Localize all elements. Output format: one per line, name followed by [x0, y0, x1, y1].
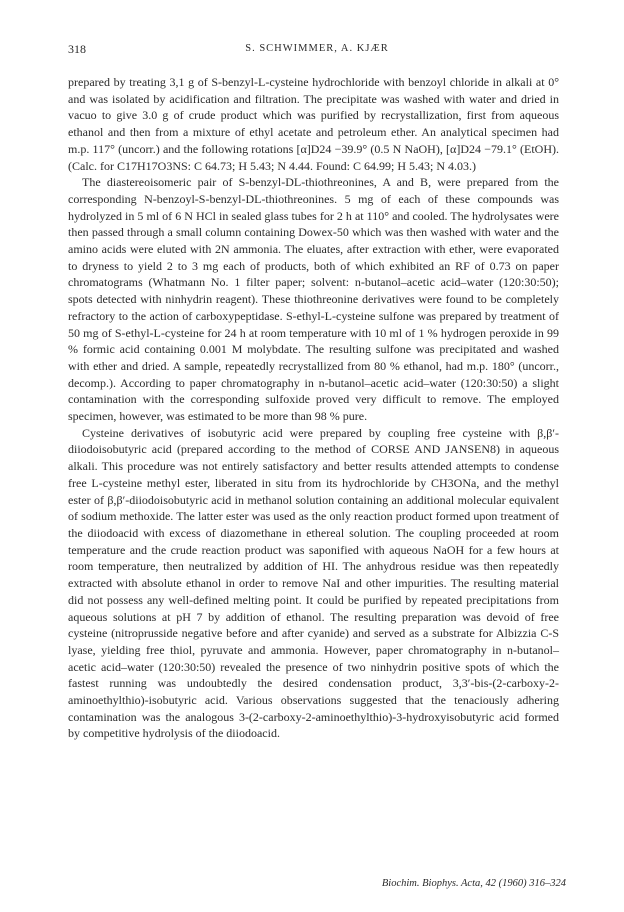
paragraph-thiothreonines: The diastereoisomeric pair of S-benzyl-DL-thiothreonines, A and B, were prepared from the corresponding N-benzoyl-S-benzyl-DL-thiothreonines. 5 mg of each of these compounds was hydrolyzed in 5 ml of 6 N HCl in sealed glass tubes for 2 h at 110° and cooled. The hydrolysates were then passed through a small column containing Dowex-50 which was then washed with water and the amino acids were eluted with 2N ammonia. The eluates, after extraction with ether, were evaporated to dryness to yield 2 to 3 mg each of products, both of which exhibited an RF of 0.73 on paper chromatograms (Whatmann No. 1 filter paper; solvent: n-butanol–acetic acid–water (120:30:50); spots detected with ninhydrin reagent). These thiothreonine derivatives were found to be completely refractory to the action of carboxypeptidase. S-ethyl-L-cysteine sulfone was prepared by treatment of 50 mg of S-ethyl-L-cysteine for 24 h at room temperature with 10 ml of 1 % hydrogen peroxide in 99 % formic acid containing 0.001 M molybdate. The resulting sulfone was precipitated and washed with ether and dried. A sample, repeatedly recrystallized from 80 % ethanol, had m.p. 180° (uncorr., decomp.). According to paper chromatography in n-butanol–acetic acid–water (120:30:50) a slight contamination with the corresponding sulfoxide proved very difficult to remove. The employed specimen, however, was estimated to be more than 98 % pure. — [68, 175, 559, 424]
page-number: 318 — [68, 42, 86, 56]
paragraph-isobutyric-derivatives: Cysteine derivatives of isobutyric acid were prepared by coupling free cysteine with β,β′-diiodoisobutyric acid (prepared according to the method of CORSE AND JANSEN8) in aqueous alkali. This procedure was not entirely satisfactory and better results attended attempts to condense free L-cysteine methyl ester, liberated in situ from its hydrochloride by CH3ONa, and the methyl ester of β,β′-diiodoisobutyric acid in methanol solution containing an additional molecular equivalent of sodium methoxide. The latter ester was used as the only reaction product formed upon treatment of the diiodoacid with excess of diazomethane in ethereal solution. The coupling proceeded at room temperature and the crude reaction product was saponified with aqueous NaOH for a few hours at room temperature, then neutralized by addition of HI. The anhydrous residue was then repeatedly extracted with absolute ethanol in order to remove NaI and other impurities. The resulting material did not possess any well-defined melting point. It could be purified by repeated precipitations from aqueous solutions at pH 7 by addition of ethanol. The resulting preparation was devoid of free cysteine (nitroprusside negative before and after cyanide) and served as a substrate for Albizzia C-S lyase, yielding free thiol, pyruvate and ammonia. However, paper chromatography in n-butanol–acetic acid–water (120:30:50) revealed the presence of two ninhydrin positive spots of which the fastest running was undoubtedly the desired condensation product, 3,3′-bis-(2-carboxy-2-aminoethylthio)-isobutyric acid. Various observations suggested that the tenaciously adhering contamination was the analogous 3-(2-carboxy-2-aminoethylthio)-3-hydroxyisobutyric acid formed by competitive hydrolysis of the diiodoacid. — [68, 425, 559, 741]
body-text — [68, 74, 559, 742]
page-header — [68, 42, 566, 60]
journal-citation: Biochim. Biophys. Acta, 42 (1960) 316–324 — [381, 878, 566, 889]
running-head: S. SCHWIMMER, A. KJÆR — [245, 43, 389, 54]
paragraph-benzoyl-preparation: prepared by treating 3,1 g of S-benzyl-L-cysteine hydrochloride with benzoyl chloride in alkali at 0° and was isolated by acidification and filtration. The precipitate was washed with water and dried in vacuo to give 3.0 g of crude product which was purified by recrystallization, first from aqueous ethanol and then from a mixture of ethyl acetate and petroleum ether. An analytical specimen had m.p. 117° (uncorr.) and the following rotations [α]D24 −39.9° (0.5 N NaOH), [α]D24 −79.1° (EtOH). (Calc. for C17H17O3NS: C 64.73; H 5.43; N 4.44. Found: C 64.99; H 5.43; N 4.03.) — [68, 75, 559, 173]
